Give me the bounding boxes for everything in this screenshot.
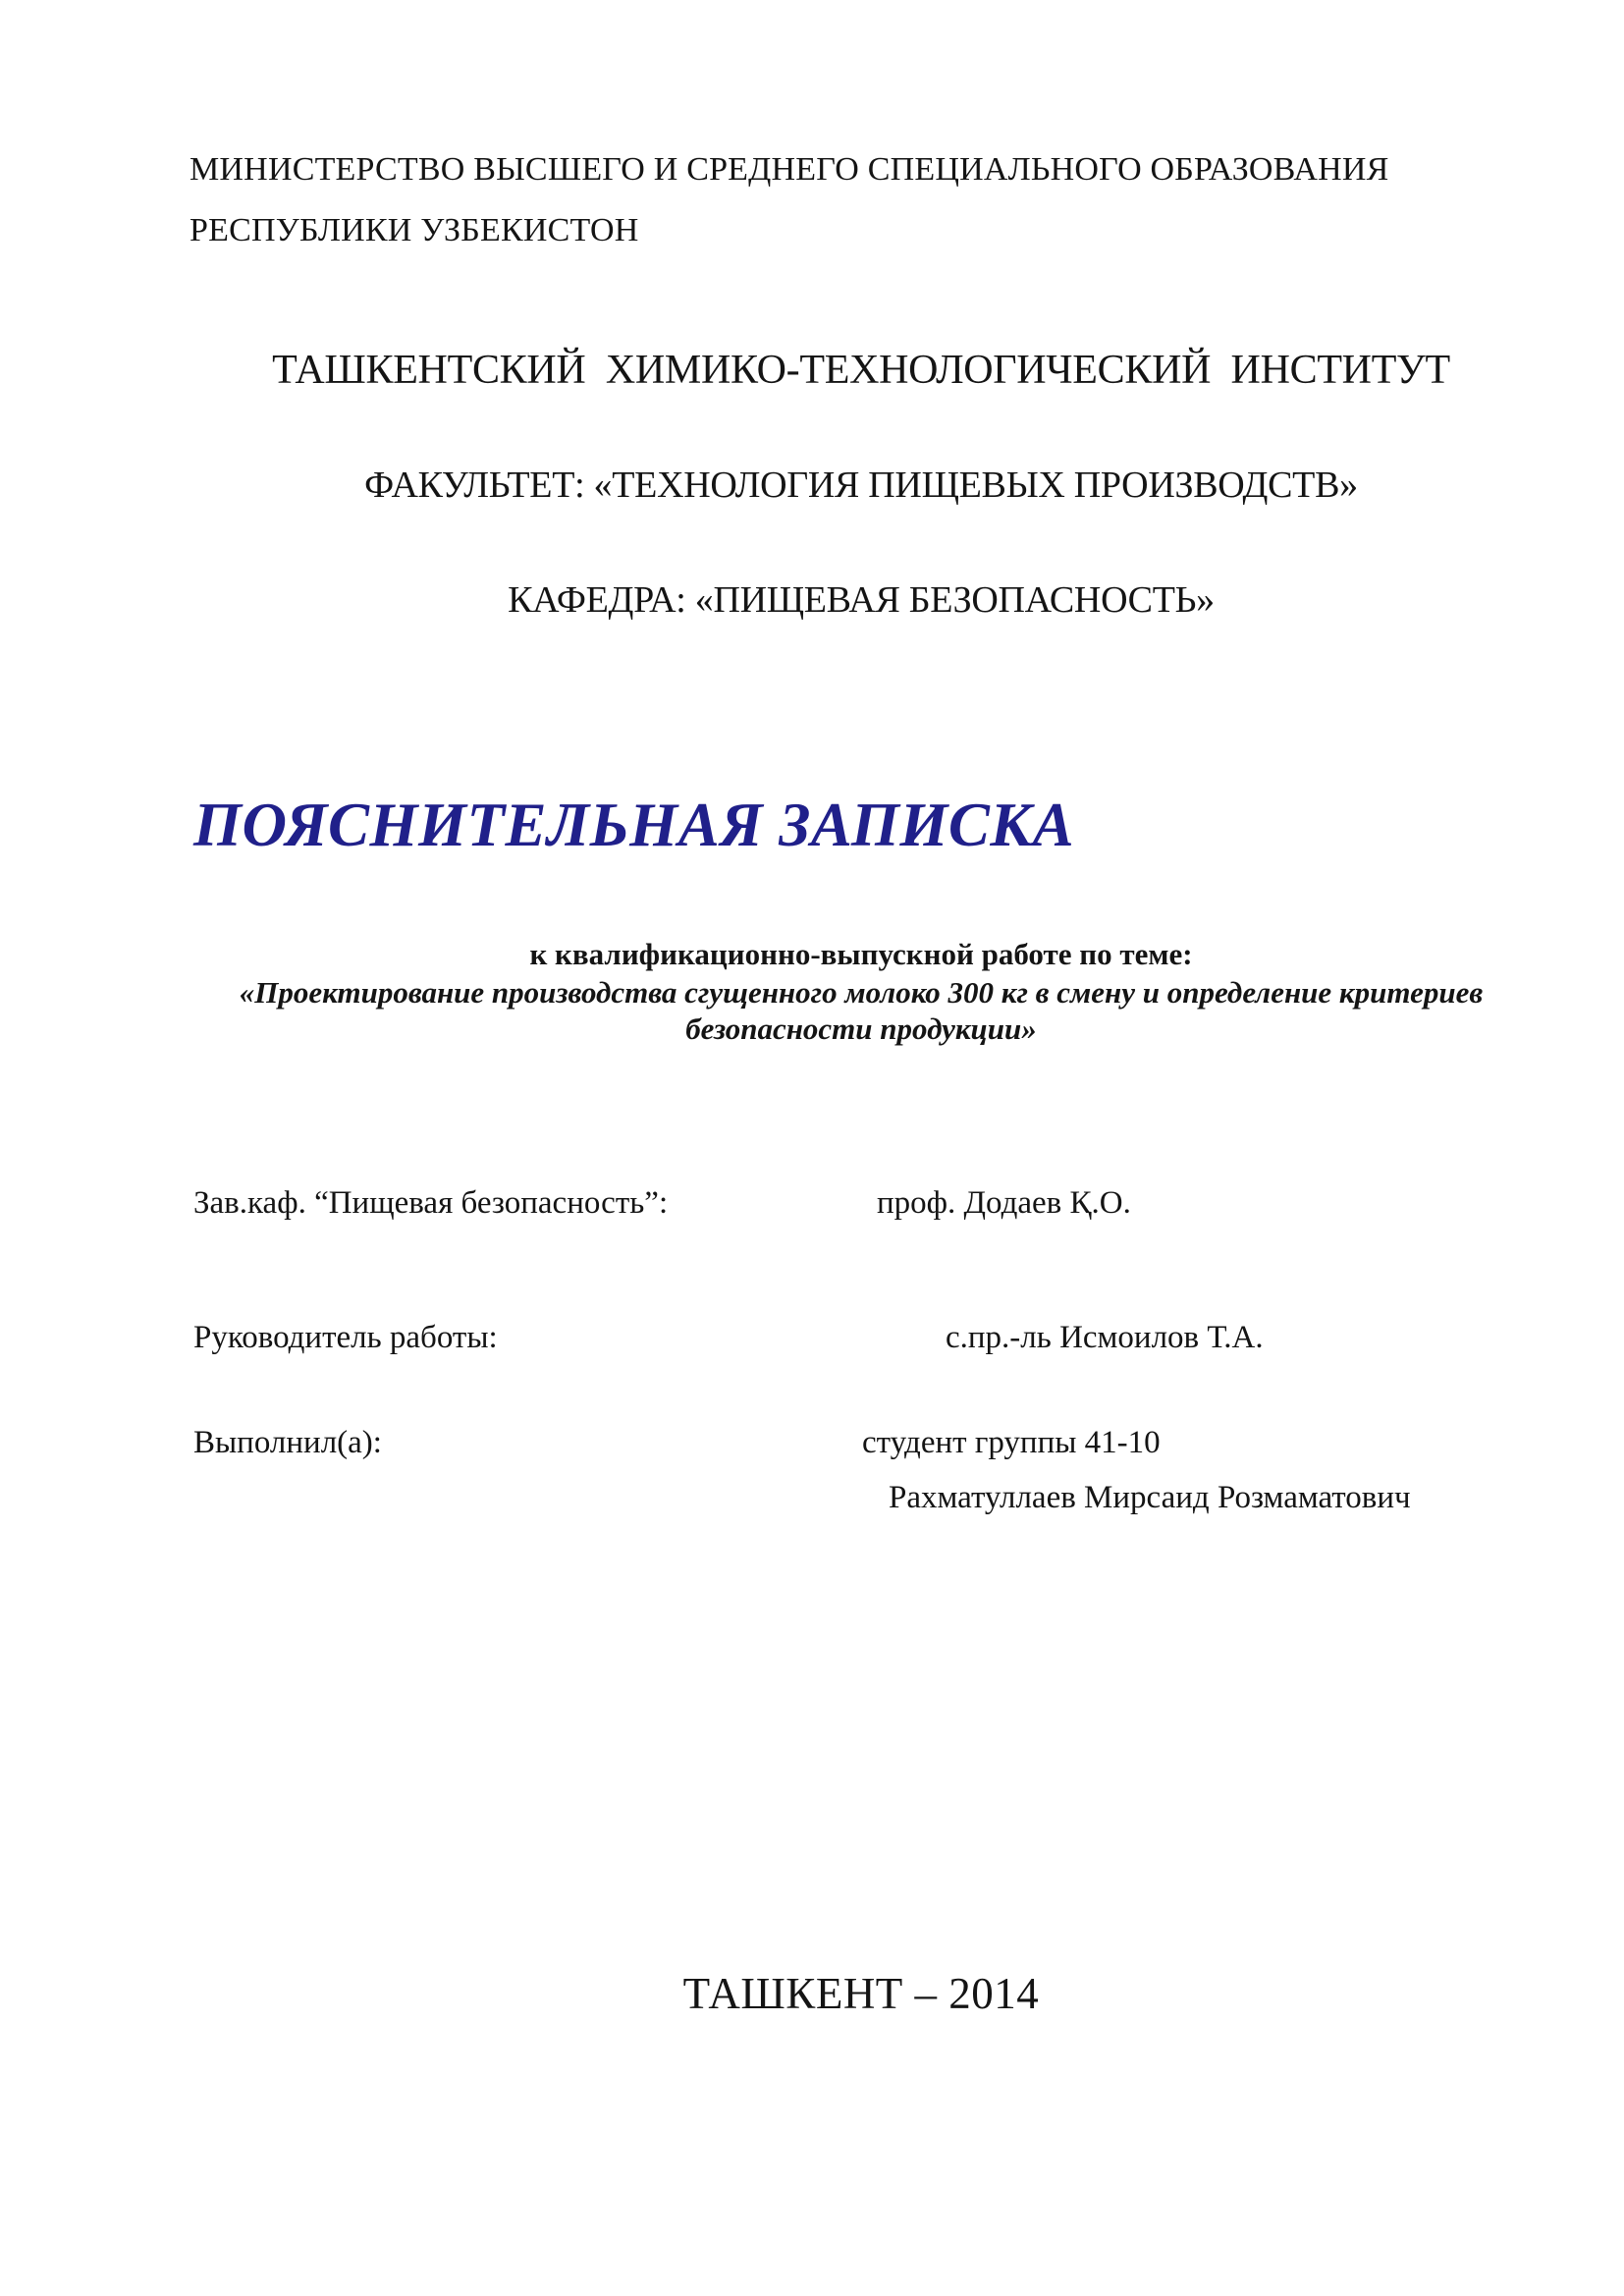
city-and-year: ТАШКЕНТ – 2014 <box>682 1969 1040 2018</box>
institute-name: ТАШКЕНТСКИЙ ХИМИКО-ТЕХНОЛОГИЧЕСКИЙ ИНСТИТУТ <box>272 348 1450 393</box>
performed-by-label: Выполнил(а): <box>193 1425 382 1460</box>
student-name: Рахматуллаев Мирсаид Розмаматович <box>889 1480 1411 1515</box>
work-subtitle: к квалификационно-выпускной работе по теме: <box>529 937 1193 971</box>
department-name: КАФЕДРА: «ПИЩЕВАЯ БЕЗОПАСНОСТЬ» <box>508 579 1215 621</box>
performed-by-value: студент группы 41-10 <box>862 1425 1161 1460</box>
supervisor-label: Руководитель работы: <box>193 1320 498 1355</box>
ministry-line-2: РЕСПУБЛИКИ УЗБЕКИСТОН <box>189 212 639 248</box>
supervisor-value: с.пр.-ль Исмоилов Т.А. <box>946 1320 1264 1355</box>
head-of-department-value: проф. Додаев Қ.О. <box>877 1185 1131 1221</box>
head-of-department-label: Зав.каф. “Пищевая безопасность”: <box>193 1185 669 1221</box>
ministry-line-1: МИНИСТЕРСТВО ВЫСШЕГО И СРЕДНЕГО СПЕЦИАЛЬНОГО ОБРАЗОВАНИЯ <box>189 151 1389 188</box>
faculty-name: ФАКУЛЬТЕТ: «ТЕХНОЛОГИЯ ПИЩЕВЫХ ПРОИЗВОДСТВ» <box>364 465 1358 506</box>
document-title: ПОЯСНИТЕЛЬНАЯ ЗАПИСКА <box>193 791 1075 859</box>
work-theme: «Проектирование производства сгущенного молоко 300 кг в смену и определение критериев безопасности продукции» <box>239 975 1490 1046</box>
